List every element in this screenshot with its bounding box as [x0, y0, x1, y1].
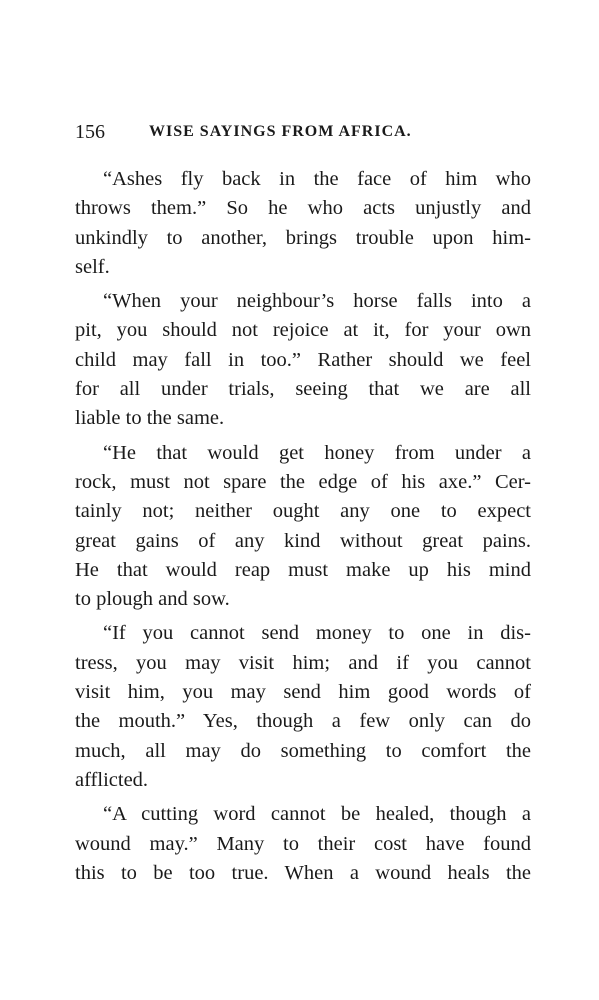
text-line: great gains of any kind without great pains. [75, 529, 531, 552]
paragraph [75, 800, 531, 888]
text-line: the mouth.” Yes, though a few only can do [75, 710, 531, 733]
body-text [75, 165, 531, 893]
text-line: “He that would get honey from under a [103, 441, 531, 464]
text-line: this to be too true. When a wound heals the [75, 861, 531, 884]
text-line: unkindly to another, brings trouble upon him- [75, 226, 531, 249]
text-line: “When your neighbour’s horse falls into a [103, 290, 531, 313]
text-line: tainly not; neither ought any one to expect [75, 500, 531, 523]
text-line: to plough and sow. [75, 588, 230, 611]
text-line: He that would reap must make up his mind [75, 558, 531, 581]
paragraph [75, 287, 531, 433]
text-line: throws them.” So he who acts unjustly and [75, 197, 531, 220]
text-line: liable to the same. [75, 407, 225, 430]
text-line: “Ashes fly back in the face of him who [103, 168, 531, 190]
paragraph [75, 619, 531, 795]
text-line: afflicted. [75, 768, 149, 791]
running-title: WISE SAYINGS FROM AFRICA. [149, 123, 412, 140]
text-line: “A cutting word cannot be healed, though a [103, 803, 531, 826]
text-line: rock, must not spare the edge of his axe.” Cer- [75, 470, 531, 493]
text-line: “If you cannot send money to one in dis- [103, 622, 531, 645]
text-line: much, all may do something to comfort the [75, 739, 531, 762]
paragraph [75, 439, 531, 615]
paragraph [75, 165, 531, 282]
text-line: for all under trials, seeing that we are all [75, 378, 531, 401]
text-line: tress, you may visit him; and if you cannot [75, 651, 531, 674]
page-header [75, 121, 535, 145]
text-line: child may fall in too.” Rather should we feel [75, 348, 531, 371]
text-line: self. [75, 255, 110, 278]
text-line: visit him, you may send him good words of [75, 681, 531, 704]
text-line: pit, you should not rejoice at it, for your own [75, 319, 531, 342]
page-number: 156 [75, 121, 105, 143]
text-line: wound may.” Many to their cost have found [75, 832, 531, 855]
